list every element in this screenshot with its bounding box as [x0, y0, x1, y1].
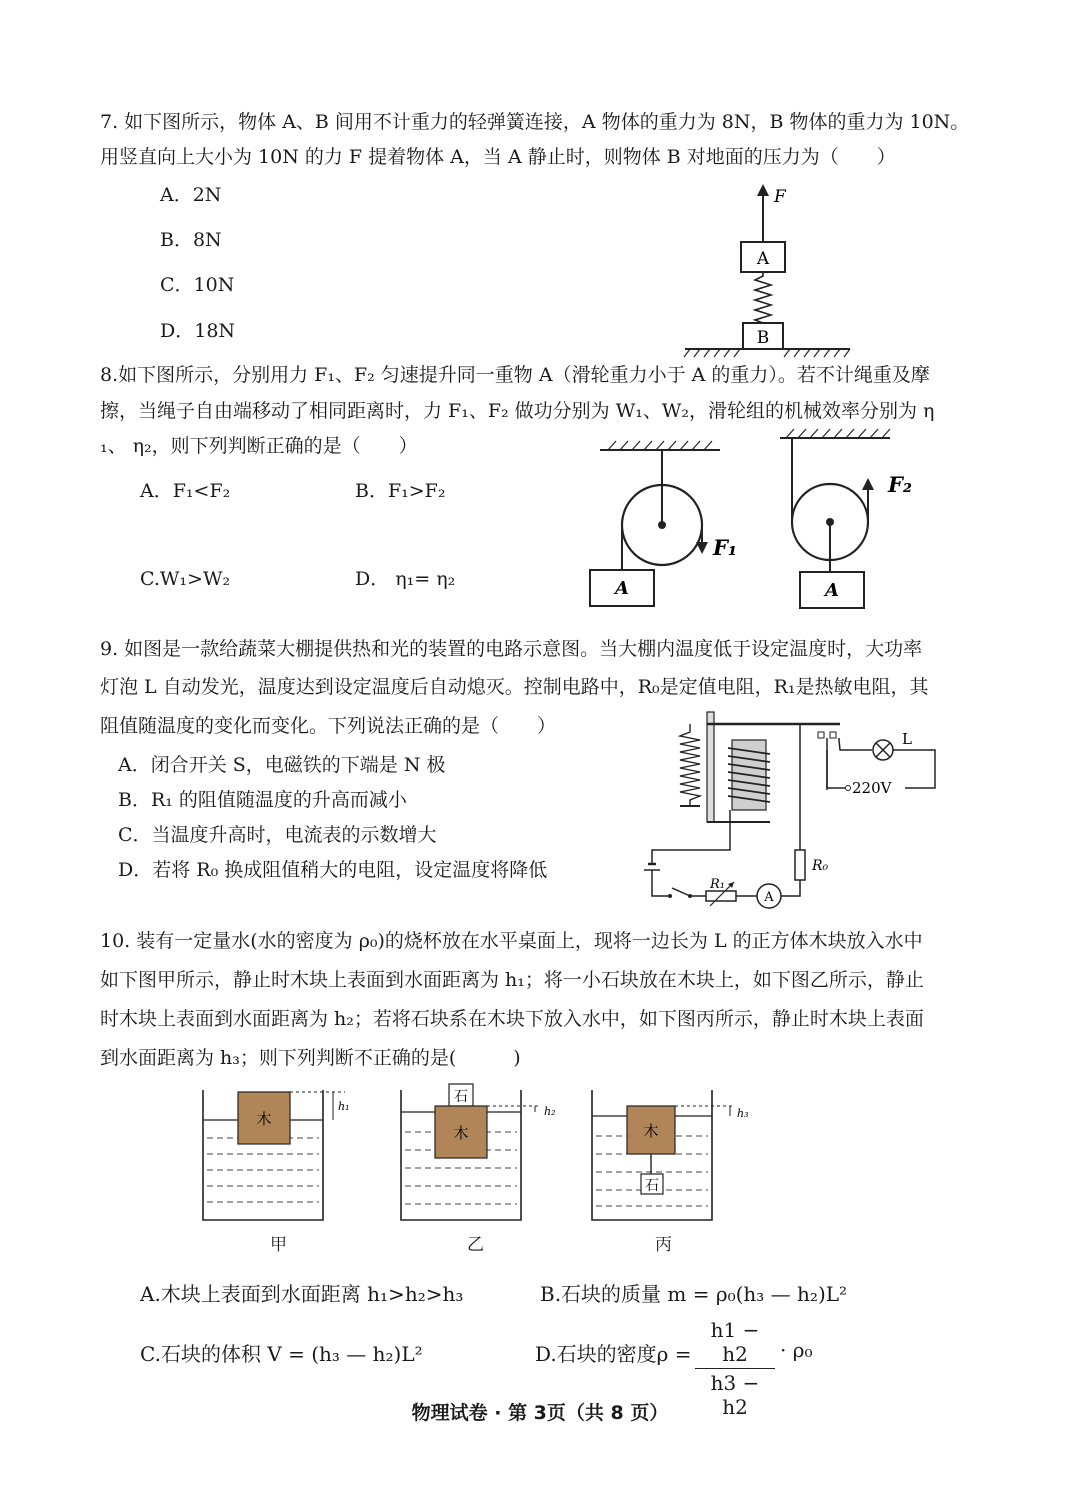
q9-text-line1: 9. 如图是一款给蔬菜大棚提供热和光的装置的电路示意图。当大棚内温度低于设定温度时，大功率: [100, 638, 923, 660]
q8-text-line2: 擦，当绳子自由端移动了相同距离时，力 F₁、F₂ 做功分别为 W₁、W₂，滑轮组的机械效率分别为 η: [100, 400, 935, 422]
q7-spring-diagram: [680, 180, 860, 360]
q7-option-a: A．2N: [160, 184, 222, 206]
q10-text-line4: 到水面距离为 h₃；则下列判断不正确的是( ): [100, 1047, 521, 1069]
q8-text-line3: ₁、 η₂，则下列判断正确的是（ ）: [100, 435, 418, 457]
q10-option-d-suffix: · ρ₀: [780, 1338, 813, 1362]
q8-load-right: A: [825, 580, 839, 601]
q10-caption-yi: 乙: [467, 1235, 484, 1255]
q10-wood-3: 木: [643, 1122, 659, 1140]
q8-load-left: A: [615, 578, 629, 599]
q9-text-line2: 灯泡 L 自动发光，温度达到设定温度后自动熄灭。控制电路中，R₀是定值电阻，R₁是热敏电阻，其: [100, 676, 929, 698]
q7-option-b: B．8N: [160, 229, 222, 251]
q7-block-b-label: B: [756, 328, 770, 348]
q7-option-d: D．18N: [160, 320, 236, 342]
q9-r0-label: R₀: [812, 858, 829, 874]
q9-ammeter-label: A: [764, 890, 774, 905]
q8-option-d: D． η₁= η₂: [355, 568, 456, 590]
q10-caption-bing: 丙: [655, 1235, 672, 1255]
q9-circuit-diagram: [640, 710, 940, 910]
q9-voltage-label: 220V: [852, 779, 892, 797]
q8-pulley-diagram: [580, 430, 930, 615]
q7-force-label: F: [774, 187, 786, 207]
q10-option-d-numerator: h1 − h2: [695, 1318, 775, 1369]
q10-option-c: C.石块的体积 V = (h₃ — h₂)L²: [140, 1342, 423, 1366]
q8-f2-label: F₂: [888, 472, 913, 497]
page-footer: 物理试卷 · 第 3页（共 8 页）: [411, 1402, 669, 1424]
q10-text-line1: 10. 装有一定量水(水的密度为 ρ₀)的烧杯放在水平桌面上，现将一边长为 L 的正方体木块放入水中: [100, 930, 923, 952]
q10-option-d-prefix: D.石块的密度ρ =: [535, 1342, 692, 1366]
q10-beaker-diagrams: [195, 1080, 765, 1220]
q9-option-d: D．若将 R₀ 换成阻值稍大的电阻，设定温度将降低: [118, 859, 548, 881]
q10-stone-2: 石: [454, 1089, 468, 1105]
q10-h1-label: h₁: [338, 1100, 350, 1113]
q10-h3-label: h₃: [737, 1107, 749, 1120]
q7-option-c: C．10N: [160, 274, 235, 296]
q10-option-a: A.木块上表面到水面距离 h₁>h₂>h₃: [140, 1282, 464, 1306]
q10-stone-3: 石: [645, 1178, 659, 1194]
q8-f1-label: F₁: [713, 535, 738, 560]
q7-text-line2: 用竖直向上大小为 10N 的力 F 提着物体 A，当 A 静止时，则物体 B 对地面的压力为（ ）: [100, 146, 896, 168]
q9-option-a: A．闭合开关 S，电磁铁的下端是 N 极: [118, 754, 446, 776]
q10-caption-jia: 甲: [270, 1235, 287, 1255]
q8-option-c: C.W₁>W₂: [140, 568, 231, 590]
q9-text-line3: 阻值随温度的变化而变化。下列说法正确的是（ ）: [100, 715, 557, 737]
q8-option-b: B．F₁>F₂: [355, 480, 446, 502]
q9-lamp-label: L: [902, 730, 912, 748]
q10-h2-label: h₂: [544, 1105, 556, 1118]
q7-text-line1: 7. 如下图所示，物体 A、B 间用不计重力的轻弹簧连接，A 物体的重力为 8N，B 物体的重力为 10N。: [100, 111, 970, 133]
q8-option-a: A．F₁<F₂: [140, 480, 231, 502]
q8-text-line1: 8.如下图所示，分别用力 F₁、F₂ 匀速提升同一重物 A（滑轮重力小于 A 的重力）。若不计绳重及摩: [100, 364, 930, 386]
q10-option-b: B.石块的质量 m = ρ₀(h₃ — h₂)L²: [540, 1282, 848, 1306]
q10-wood-2: 木: [453, 1124, 469, 1142]
q7-block-a-label: A: [756, 249, 770, 269]
q9-option-c: C．当温度升高时，电流表的示数增大: [118, 824, 437, 846]
q9-option-b: B．R₁ 的阻值随温度的升高而减小: [118, 789, 407, 811]
q9-r1-label: R₁: [710, 877, 725, 892]
q10-text-line2: 如下图甲所示，静止时木块上表面到水面距离为 h₁；将一小石块放在木块上，如下图乙所示，静止: [100, 969, 924, 991]
q10-option-d-denominator: h3 − h2: [710, 1371, 760, 1419]
q10-text-line3: 时木块上表面到水面距离为 h₂；若将石块系在木块下放入水中，如下图丙所示，静止时木块上表面: [100, 1008, 924, 1030]
q10-wood-1: 木: [256, 1110, 272, 1128]
